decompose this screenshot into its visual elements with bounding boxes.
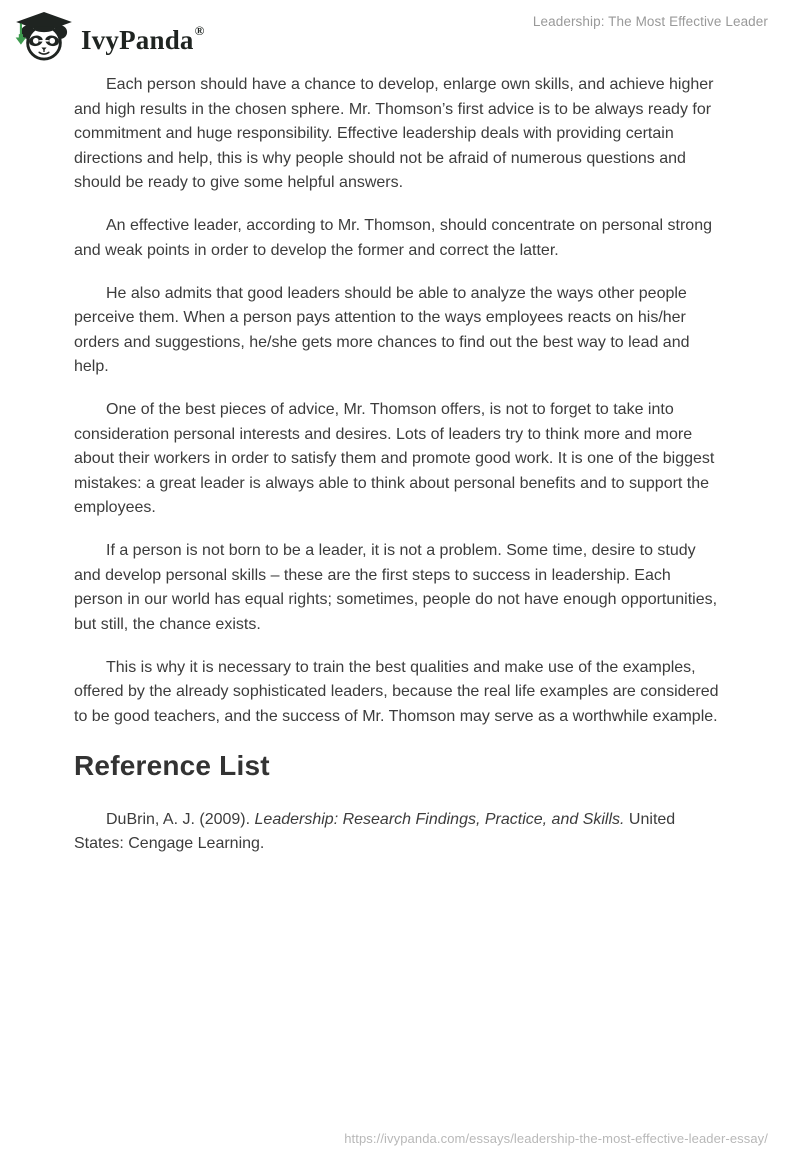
reference-citation — [74, 808, 722, 857]
logo-wordmark-text: IvyPanda — [81, 25, 194, 55]
essay-paragraph: One of the best pieces of advice, Mr. Thomson offers, is not to forget to take into consideration personal interests and desires. Lots of leaders try to think more and more about their workers in order to satisfy them and promote good work. It is one of the biggest mistakes: a great leader is always able to think about personal benefits and to support the employees. — [74, 401, 715, 516]
panda-graduate-icon — [13, 11, 75, 61]
reference-list-heading: Reference List — [74, 749, 270, 781]
source-url-link[interactable]: https://ivypanda.com/essays/leadership-the-most-effective-leader-essay/ — [344, 1131, 768, 1146]
essay-paragraph: Each person should have a chance to develop, enlarge own skills, and achieve higher and high results in the chosen sphere. Mr. Thomson’s first advice is to be always ready for commitment and huge responsibility. Effective leadership deals with providing certain directions and help, this is why people should not be afraid of numerous questions and should be ready to give some helpful answers. — [74, 76, 714, 191]
essay-paragraph: An effective leader, according to Mr. Thomson, should concentrate on personal strong and weak points in order to develop the former and correct the latter. — [74, 217, 712, 259]
citation-author-year: DuBrin, A. J. (2009). — [106, 810, 255, 828]
citation-publisher: United States: Cengage Learning. — [74, 810, 676, 852]
registered-trademark-symbol: ® — [194, 23, 205, 38]
essay-body — [74, 73, 722, 857]
ivypanda-logo[interactable] — [13, 6, 205, 65]
essay-paragraph: If a person is not born to be a leader, it is not a problem. Some time, desire to study and develop personal skills – these are the first steps to success in leadership. Each person in our world has equal rights; sometimes, people do not have enough opportunities, but still, the chance exists. — [74, 542, 718, 633]
citation-book-title: Leadership: Research Findings, Practice, and Skills. — [254, 810, 625, 828]
document-header-title: Leadership: The Most Effective Leader — [532, 14, 768, 29]
logo-wordmark — [81, 6, 205, 65]
essay-paragraph: This is why it is necessary to train the best qualities and make use of the examples, offered by the already sophisticated leaders, because the real life examples are considered to be good teachers, and the success of Mr. Thomson may serve as a worthwhile example. — [74, 658, 719, 725]
essay-paragraph: He also admits that good leaders should be able to analyze the ways other people perceive them. When a person pays attention to the ways employees reacts on his/her orders and suggestions, he/she gets more chances to find out the best way to lead and help. — [74, 284, 690, 375]
